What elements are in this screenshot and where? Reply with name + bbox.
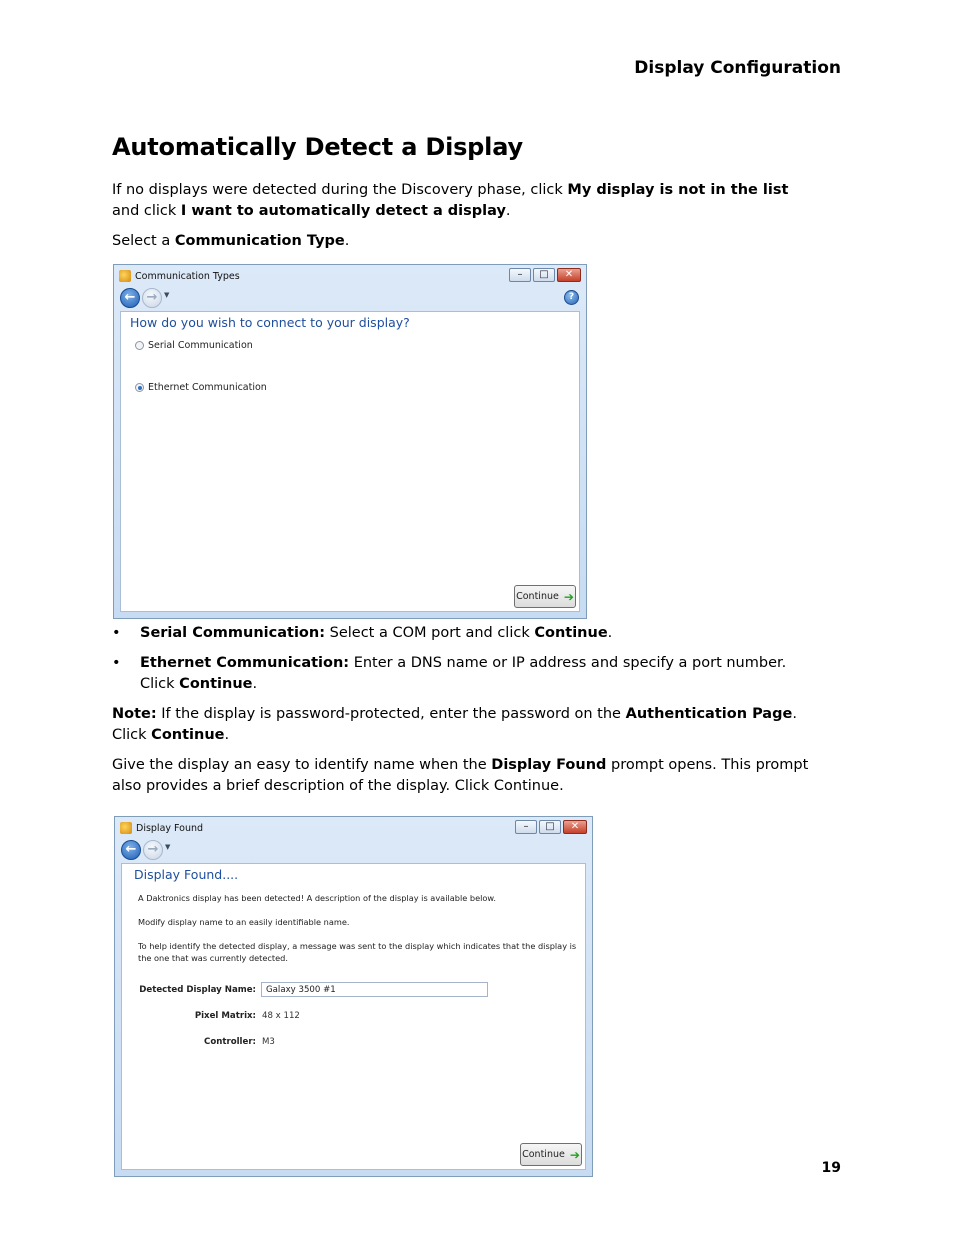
close-button[interactable] — [557, 268, 581, 282]
minimize-button[interactable] — [509, 268, 531, 282]
radio-label: Ethernet Communication — [148, 382, 267, 393]
display-found-paragraph: Give the display an easy to identify name when the Display Found prompt opens. This prompt also provides a brief description of the display. Click Continue. — [112, 757, 809, 794]
forward-arrow-icon[interactable]: → — [142, 288, 162, 308]
pixel-matrix-label: Pixel Matrix: — [194, 1011, 256, 1021]
bullet-serial: • Serial Communication: Select a COM port and click Continue. — [112, 623, 817, 644]
dialog-title: Display Found — [136, 823, 204, 834]
dialog-titlebar — [114, 265, 586, 287]
bullet-ethernet: • Ethernet Communication: Enter a DNS name or IP address and specify a port number. Click Continue. — [112, 655, 787, 692]
maximize-button[interactable] — [539, 820, 561, 834]
radio-selected[interactable] — [135, 383, 144, 392]
maximize-button[interactable] — [533, 268, 555, 282]
intro-paragraph: If no displays were detected during the Discovery phase, click My display is not in the list and click I want to automatically detect a display. — [112, 182, 789, 219]
dialog-navbar — [118, 287, 582, 311]
ethernet-communication-option[interactable] — [135, 382, 267, 393]
identify-message: To help identify the detected display, a message was sent to the display which indicates that the display is the one that was currently detected. — [138, 941, 577, 963]
continue-label: Continue — [516, 591, 559, 602]
display-found-dialog — [114, 816, 593, 1177]
dialog-heading: How do you wish to connect to your display? — [130, 315, 410, 330]
bullet-icon: • — [112, 655, 121, 671]
app-icon — [120, 822, 132, 834]
continue-button[interactable] — [520, 1143, 582, 1166]
bullet-icon: • — [112, 625, 121, 641]
back-arrow-icon[interactable]: ← — [120, 288, 140, 308]
page-number: 19 — [821, 1160, 841, 1176]
detected-display-name-label: Detected Display Name: — [139, 985, 256, 995]
history-dropdown-icon[interactable]: ▼ — [164, 291, 170, 299]
pixel-matrix-value: 48 x 112 — [262, 1011, 300, 1021]
history-dropdown-icon[interactable]: ▼ — [165, 843, 171, 851]
dialog-content — [120, 311, 580, 612]
close-button[interactable] — [563, 820, 587, 834]
page-title: Automatically Detect a Display — [112, 133, 523, 161]
radio-unselected[interactable] — [135, 341, 144, 350]
continue-button[interactable] — [514, 585, 576, 608]
forward-arrow-icon[interactable]: → — [143, 840, 163, 860]
close-icon: ✕ — [570, 821, 580, 832]
radio-label: Serial Communication — [148, 340, 253, 351]
select-instruction: Select a Communication Type. — [112, 233, 350, 249]
help-icon[interactable]: ? — [564, 290, 579, 305]
modify-name-message: Modify display name to an easily identifiable name. — [138, 917, 350, 927]
controller-label: Controller: — [204, 1037, 256, 1047]
minimize-icon: – — [517, 269, 523, 280]
green-arrow-icon: ➔ — [569, 1147, 580, 1162]
dialog-heading: Display Found.... — [134, 867, 239, 882]
dialog-titlebar — [115, 817, 592, 839]
maximize-icon: □ — [545, 821, 555, 832]
maximize-icon: □ — [539, 269, 549, 280]
dialog-content — [121, 863, 586, 1170]
running-header: Display Configuration — [634, 58, 841, 78]
green-arrow-icon: ➔ — [563, 589, 574, 604]
dialog-navbar — [119, 839, 588, 863]
close-icon: ✕ — [564, 269, 574, 280]
controller-value: M3 — [262, 1037, 275, 1047]
app-icon — [119, 270, 131, 282]
detected-message: A Daktronics display has been detected! A description of the display is available below. — [138, 893, 496, 903]
minimize-button[interactable] — [515, 820, 537, 834]
continue-label: Continue — [522, 1149, 565, 1160]
serial-communication-option[interactable] — [135, 340, 253, 351]
display-name-input[interactable]: Galaxy 3500 #1 — [261, 982, 488, 997]
back-arrow-icon[interactable]: ← — [121, 840, 141, 860]
communication-types-dialog — [113, 264, 587, 619]
dialog-title: Communication Types — [135, 271, 240, 282]
minimize-icon: – — [523, 821, 529, 832]
note-paragraph: Note: If the display is password-protected, enter the password on the Authentication Page. Click Continue. — [112, 706, 797, 743]
